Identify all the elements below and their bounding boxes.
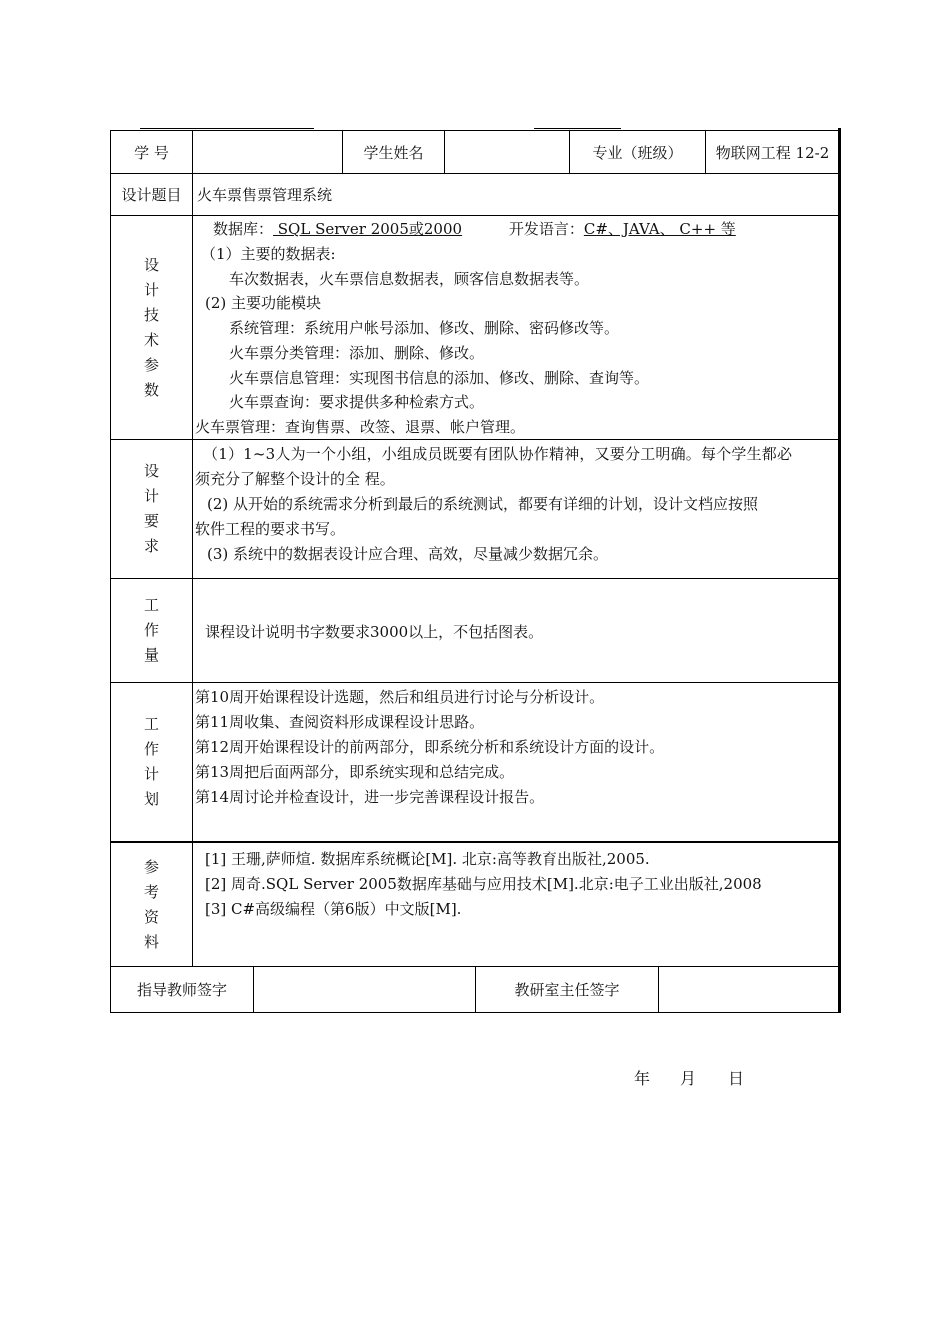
plan-line-4: 第13周把后面两部分，即系统实现和总结完成。 bbox=[195, 763, 515, 781]
director-signature-label: 教研室主任签字 bbox=[476, 967, 659, 1012]
lang-label: 开发语言： bbox=[508, 220, 584, 238]
tech-line-1: （1）主要的数据表: bbox=[201, 245, 336, 263]
requirements-row bbox=[111, 440, 839, 579]
tech-params-label: 设 计 技 术 参 数 bbox=[111, 216, 193, 439]
tech-line-5: 火车票分类管理：添加、删除、修改。 bbox=[229, 344, 485, 362]
tech-line-8: 火车票管理：查询售票、改签、退票、帐户管理。 bbox=[195, 418, 526, 436]
date-day: 日 bbox=[728, 1069, 745, 1088]
tech-line-3: (2) 主要功能模块 bbox=[205, 294, 322, 312]
student-id-field[interactable] bbox=[193, 131, 343, 173]
top-rule-right bbox=[534, 128, 621, 129]
tech-line-7: 火车票查询：要求提供多种检索方式。 bbox=[229, 393, 485, 411]
date-year: 年 bbox=[634, 1069, 651, 1088]
advisor-signature-label: 指导教师签字 bbox=[111, 967, 254, 1012]
req-line-1: （1）1~3人为一个小组，小组成员既要有团队协作精神，又要分工明确。每个学生都必 bbox=[203, 445, 793, 463]
plan-line-2: 第11周收集、查阅资料形成课程设计思路。 bbox=[195, 713, 485, 731]
major-label: 专业（班级） bbox=[570, 131, 706, 173]
major-value: 物联网工程 12-2 bbox=[715, 143, 830, 162]
references-row bbox=[111, 843, 839, 967]
workload-text: 课程设计说明书字数要求3000以上，不包括图表。 bbox=[205, 623, 544, 641]
top-rule-left bbox=[140, 128, 314, 129]
requirements-label: 设 计 要 求 bbox=[111, 440, 193, 578]
plan-line-5: 第14周讨论并检查设计，进一步完善课程设计报告。 bbox=[195, 788, 545, 806]
tech-params-content bbox=[195, 216, 839, 439]
req-line-5: (3) 系统中的数据表设计应合理、高效，尽量减少数据冗余。 bbox=[207, 545, 609, 563]
requirements-content bbox=[195, 440, 839, 578]
date-month: 月 bbox=[680, 1069, 697, 1088]
db-value: SQL Server 2005或2000 bbox=[273, 220, 463, 238]
tech-line-2: 车次数据表，火车票信息数据表，顾客信息数据表等。 bbox=[229, 270, 590, 288]
topic-row bbox=[111, 174, 839, 216]
reference-3: [3] C#高级编程（第6版）中文版[M]. bbox=[205, 900, 462, 918]
header-row bbox=[111, 131, 839, 174]
signature-row bbox=[111, 967, 839, 1012]
workload-row bbox=[111, 579, 839, 683]
student-id-label: 学 号 bbox=[111, 131, 193, 173]
reference-1: [1] 王珊,萨师煊. 数据库系统概论[M]. 北京:高等教育出版社,2005. bbox=[205, 850, 650, 868]
reference-2: [2] 周奇.SQL Server 2005数据库基础与应用技术[M].北京:电子工业出版社,2008 bbox=[205, 875, 762, 893]
db-line bbox=[213, 219, 736, 239]
topic-label: 设计题目 bbox=[111, 174, 193, 215]
plan-row bbox=[111, 683, 839, 843]
tech-line-4: 系统管理：系统用户帐号添加、修改、删除、密码修改等。 bbox=[229, 319, 620, 337]
plan-label: 工 作 计 划 bbox=[111, 683, 193, 841]
tech-line-6: 火车票信息管理：实现图书信息的添加、修改、删除、查询等。 bbox=[229, 369, 650, 387]
plan-line-1: 第10周开始课程设计选题，然后和组员进行讨论与分析设计。 bbox=[195, 688, 605, 706]
advisor-signature-field[interactable] bbox=[254, 967, 476, 1012]
student-name-field[interactable] bbox=[445, 131, 570, 173]
plan-line-3: 第12周开始课程设计的前两部分，即系统分析和系统设计方面的设计。 bbox=[195, 738, 665, 756]
req-line-4: 软件工程的要求书写。 bbox=[195, 520, 346, 538]
references-label: 参 考 资 料 bbox=[111, 843, 193, 966]
plan-content bbox=[195, 683, 839, 841]
db-label: 数据库： bbox=[213, 220, 274, 238]
director-signature-field[interactable] bbox=[659, 967, 839, 1012]
workload-content bbox=[195, 579, 839, 682]
req-line-3: (2) 从开始的系统需求分析到最后的系统测试，都要有详细的计划，设计文档应按照 bbox=[207, 495, 759, 513]
req-line-2: 须充分了解整个设计的全 程。 bbox=[195, 470, 395, 488]
course-design-task-form bbox=[110, 130, 840, 1013]
student-name-label: 学生姓名 bbox=[343, 131, 445, 173]
topic-value: 火车票售票管理系统 bbox=[197, 186, 333, 204]
references-content bbox=[195, 843, 839, 966]
tech-params-row bbox=[111, 216, 839, 440]
workload-label: 工 作 量 bbox=[111, 579, 193, 682]
lang-value: C#、JAVA、 C++ 等 bbox=[583, 220, 736, 238]
